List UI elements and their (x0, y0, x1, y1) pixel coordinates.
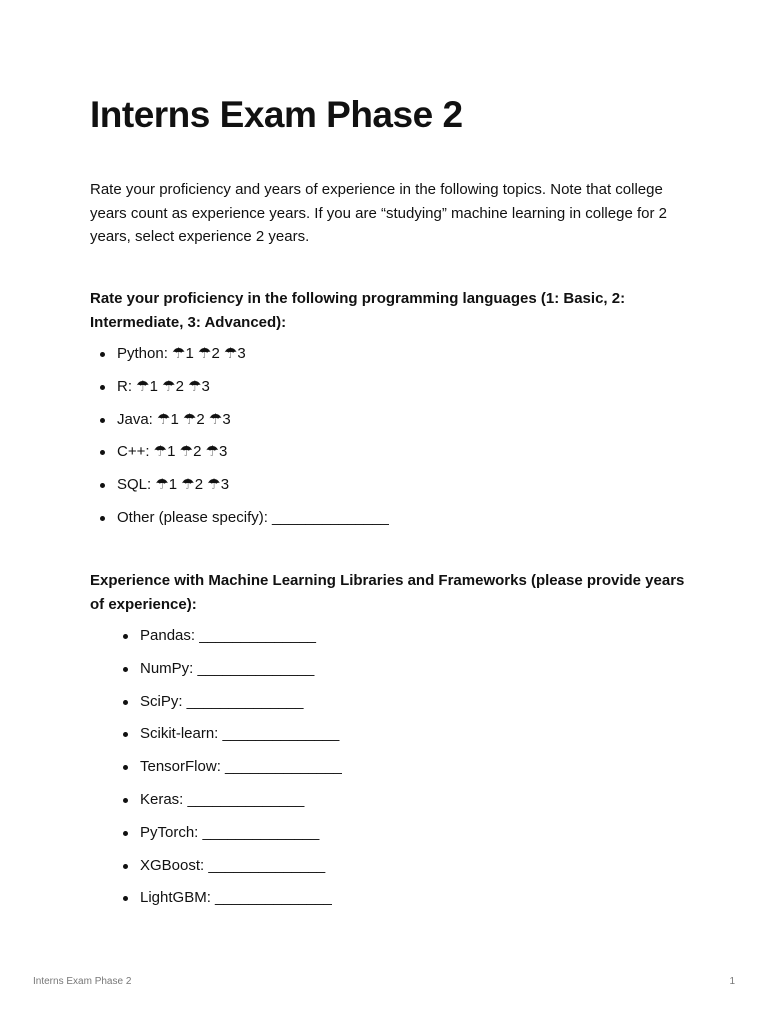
list-item-text: SciPy: ______________ (140, 692, 304, 710)
bullet-icon (123, 831, 128, 836)
list-item-keras (123, 788, 342, 821)
bullet-icon (123, 765, 128, 770)
list-item-python (100, 342, 389, 375)
bullet-icon (100, 352, 105, 357)
bullet-icon (123, 700, 128, 705)
list-item-pandas (123, 624, 342, 657)
list-item-text: XGBoost: ______________ (140, 856, 326, 874)
bullet-icon (100, 418, 105, 423)
languages-list (100, 342, 389, 539)
list-item-text: NumPy: ______________ (140, 659, 315, 677)
list-item-text: SQL: ☂1 ☂2 ☂3 (117, 476, 230, 494)
languages-section-heading: Rate your proficiency in the following programming languages (1: Basic, 2: Intermediate, 3: Advanced): (90, 290, 626, 331)
list-item-lightgbm (123, 886, 342, 919)
list-item-r (100, 375, 389, 408)
libraries-section-heading: Experience with Machine Learning Libraries and Frameworks (please provide years of experience): (90, 572, 685, 613)
bullet-icon (123, 732, 128, 737)
list-item-text: Scikit-learn: ______________ (140, 725, 340, 743)
list-item-numpy (123, 657, 342, 690)
list-item-text: Java: ☂1 ☂2 ☂3 (117, 410, 231, 428)
bullet-icon (100, 385, 105, 390)
bullet-icon (123, 798, 128, 803)
list-item-text: Python: ☂1 ☂2 ☂3 (117, 345, 246, 362)
bullet-icon (123, 864, 128, 869)
page-title: Interns Exam Phase 2 (90, 94, 463, 135)
list-item-other (100, 506, 389, 539)
list-item-java (100, 408, 389, 441)
footer-title: Interns Exam Phase 2 (33, 976, 132, 987)
intro-paragraph: Rate your proficiency and years of experience in the following topics. Note that college years count as experience years. If you are “studying” machine learning in college for 2 years, select experience 2 years. (90, 181, 667, 245)
list-item-xgboost (123, 854, 342, 887)
list-item-scikit-learn (123, 722, 342, 755)
bullet-icon (123, 634, 128, 639)
list-item-text: Pandas: ______________ (140, 627, 317, 644)
list-item-text: C++: ☂1 ☂2 ☂3 (117, 443, 228, 461)
bullet-icon (123, 896, 128, 901)
bullet-icon (100, 450, 105, 455)
libraries-list (123, 624, 342, 919)
list-item-text: Other (please specify): ______________ (117, 508, 389, 526)
bullet-icon (100, 516, 105, 521)
list-item-text: Keras: ______________ (140, 790, 305, 808)
list-item-tensorflow (123, 755, 342, 788)
page-number: 1 (729, 976, 735, 987)
bullet-icon (123, 667, 128, 672)
list-item-text: PyTorch: ______________ (140, 823, 320, 841)
bullet-icon (100, 483, 105, 488)
list-item-text: R: ☂1 ☂2 ☂3 (117, 377, 210, 395)
list-item-pytorch (123, 821, 342, 854)
list-item-cpp (100, 440, 389, 473)
list-item-text: LightGBM: ______________ (140, 889, 332, 907)
list-item-text: TensorFlow: ______________ (140, 758, 342, 776)
list-item-sql (100, 473, 389, 506)
list-item-scipy (123, 690, 342, 723)
